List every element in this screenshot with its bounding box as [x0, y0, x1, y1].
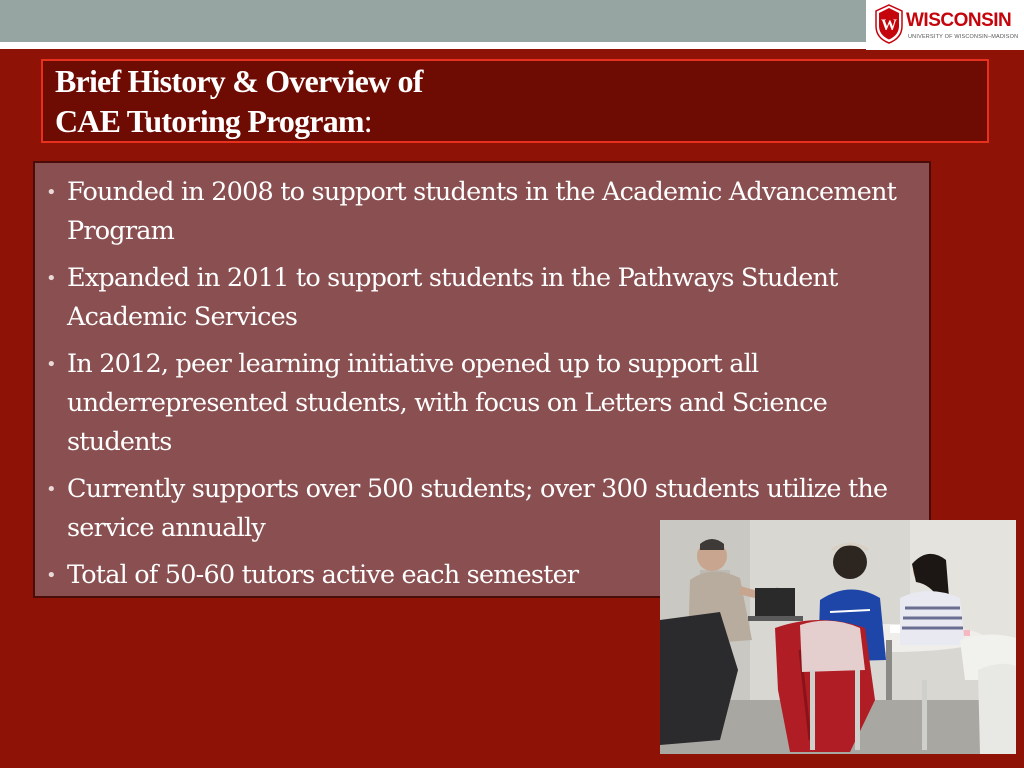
logo-wordmark: WISCONSIN	[906, 10, 1012, 31]
crest-letter: W	[881, 17, 897, 34]
bullet-text: Currently supports over 500 students; over 300 students utilize the service annually	[67, 474, 888, 543]
bullet-item	[43, 173, 903, 251]
bullet-item	[43, 259, 903, 337]
logo-subtitle: UNIVERSITY OF WISCONSIN–MADISON	[908, 34, 1019, 40]
bullet-item	[43, 345, 903, 462]
bullet-dot: •	[46, 268, 56, 289]
bullet-text: Total of 50-60 tutors active each semester	[67, 560, 579, 590]
bullet-dot: •	[46, 182, 56, 203]
bullet-dot: •	[46, 479, 56, 500]
slide-title-line-2	[55, 103, 372, 140]
crest-icon	[874, 4, 904, 44]
bullet-text: In 2012, peer learning initiative opened up to support all underrepresented students, with focus on Letters and Science students	[67, 349, 828, 457]
tutoring-photo	[660, 520, 1016, 754]
slide-title-colon: :	[363, 103, 372, 139]
slide-title-text: CAE Tutoring Program	[55, 103, 364, 139]
tutoring-photo-illustration	[660, 520, 1016, 754]
title-box	[41, 59, 989, 143]
slide-title-line-1: Brief History & Overview of	[55, 63, 423, 99]
bullet-dot: •	[46, 354, 56, 375]
uw-logo	[866, 0, 1024, 50]
bullet-dot: •	[46, 565, 56, 586]
bullet-text: Expanded in 2011 to support students in the Pathways Student Academic Services	[67, 263, 838, 332]
bullet-text: Founded in 2008 to support students in the Academic Advancement Program	[67, 177, 897, 246]
